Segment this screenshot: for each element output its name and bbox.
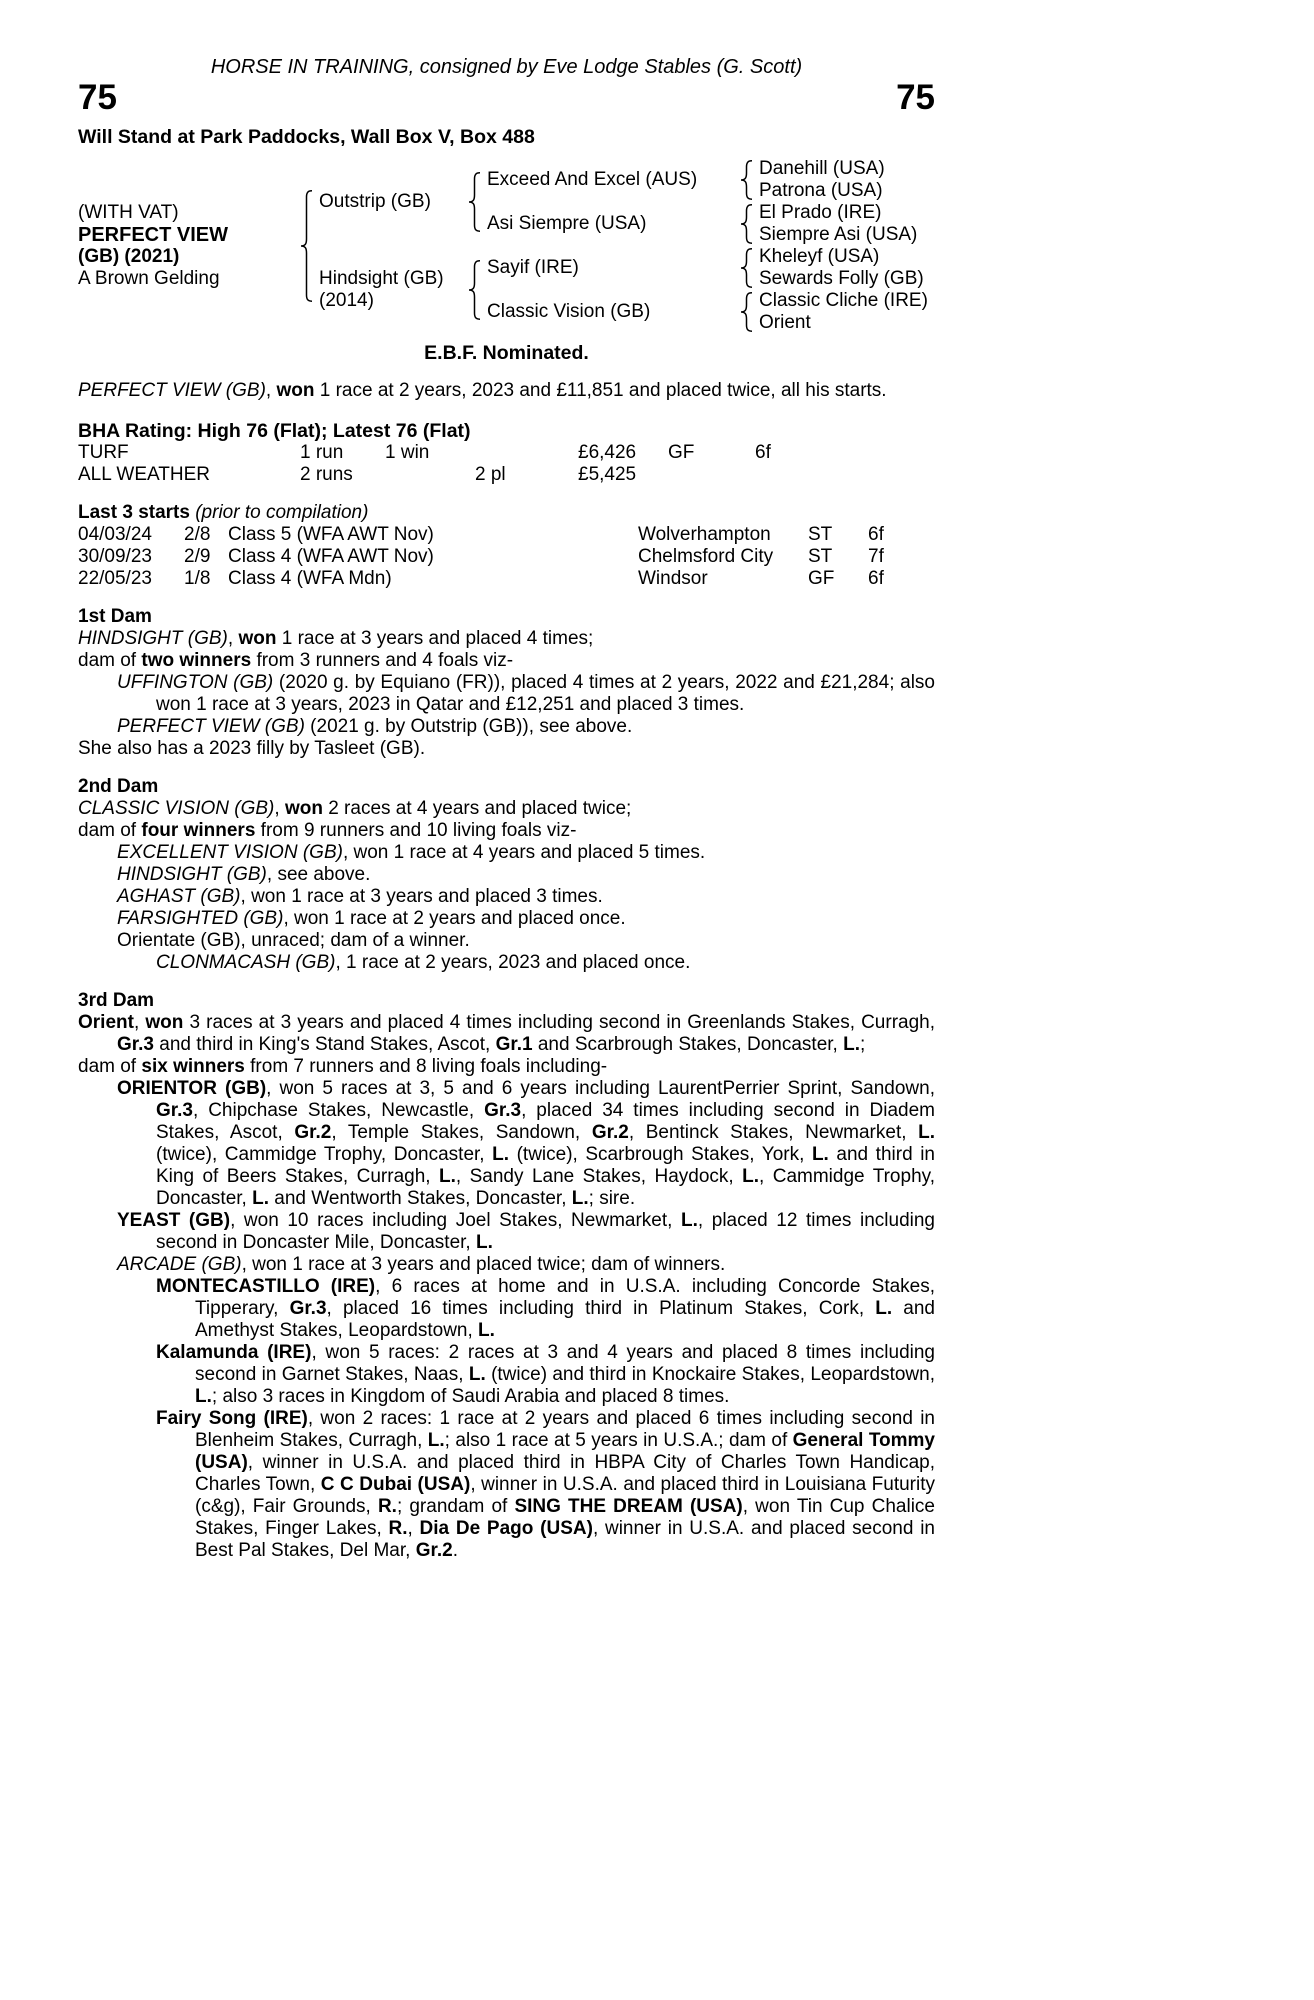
produce-paragraph: CLONMACASH (GB), 1 race at 2 years, 2023 and placed once. (156, 952, 691, 973)
last-starts-table (78, 524, 884, 590)
ebf-nominated-line: E.B.F. Nominated. (424, 342, 589, 364)
produce-paragraph: HINDSIGHT (GB), see above. (117, 864, 371, 885)
last-start-cell-race: Class 5 (WFA AWT Nov) (228, 524, 434, 545)
last-start-cell-position: 2/8 (184, 524, 211, 545)
race-record-cell-distance (755, 464, 771, 486)
race-record-cell-surface: TURF (78, 442, 129, 463)
dam-name: Hindsight (GB) (2014) (319, 246, 461, 334)
produce-paragraph: YEAST (GB), won 10 races including Joel Stakes, Newmarket, L., placed 12 times including second in Doncaster Mile, Doncaster, L. (117, 1210, 935, 1253)
produce-paragraph: Orient, won 3 races at 3 years and placed 4 times including second in Greenlands Stakes, Curragh, Gr.3 and third in King's Stand Stakes, Ascot, Gr.1 and Scarbrough Stakes, Doncaster, L.; (78, 1012, 935, 1055)
last-start-cell-course: Windsor (638, 568, 708, 589)
ancestor-name: Siempre Asi (USA) (759, 224, 918, 245)
last-start-row (78, 546, 884, 568)
race-record-cell-going (668, 464, 755, 486)
pedigree-brace (461, 246, 487, 334)
race-record-cell-distance: 6f (755, 442, 771, 463)
pedigree-brace (733, 158, 759, 202)
pedigree-brace (733, 290, 759, 334)
last-start-row (78, 568, 884, 590)
last-start-cell-date: 22/05/23 (78, 568, 152, 589)
race-record-cell-wins (385, 464, 475, 486)
vat-note: (WITH VAT) (78, 202, 179, 223)
race-record-cell-runs: 1 run (300, 442, 344, 463)
last-start-cell-distance: 6f (868, 568, 884, 589)
race-record-cell-surface: ALL WEATHER (78, 464, 210, 485)
last-start-cell-going: ST (808, 546, 833, 567)
ancestor-name: Kheleyf (USA) (759, 246, 880, 267)
last-start-cell-race: Class 4 (WFA Mdn) (228, 568, 392, 589)
ancestor-name: Patrona (USA) (759, 180, 883, 201)
race-record-cell-places (475, 442, 578, 464)
ancestor-name: Orient (759, 312, 811, 333)
pedigree-brace (733, 246, 759, 290)
race-record-cell-runs: 2 runs (300, 464, 353, 485)
ancestor-name: Danehill (USA) (759, 158, 885, 179)
ancestor-name: Classic Cliche (IRE) (759, 290, 928, 311)
last-start-cell-distance: 6f (868, 524, 884, 545)
horse-info-block (78, 158, 293, 334)
last-starts-title-text: Last 3 starts (78, 502, 190, 523)
dam-sections (78, 606, 935, 1562)
produce-paragraph: EXCELLENT VISION (GB), won 1 race at 4 years and placed 5 times. (117, 842, 706, 863)
produce-paragraph: UFFINGTON (GB) (2020 g. by Equiano (FR)), placed 4 times at 2 years, 2022 and £21,284; also won 1 race at 3 years, 2023 in Qatar and £12,251 and placed 3 times. (117, 672, 935, 715)
ancestor-name: Sewards Folly (GB) (759, 268, 924, 289)
produce-paragraph: FARSIGHTED (GB), won 1 race at 2 years and placed once. (117, 908, 626, 929)
ancestor-name: El Prado (IRE) (759, 202, 882, 223)
horse-name: PERFECT VIEW (78, 224, 229, 246)
dam-heading: 1st Dam (78, 606, 152, 627)
last-start-cell-course: Chelmsford City (638, 546, 774, 567)
produce-paragraph: CLASSIC VISION (GB), won 2 races at 4 years and placed twice; (78, 798, 632, 819)
last-starts-subtitle: (prior to compilation) (195, 502, 369, 523)
race-record-cell-places: 2 pl (475, 464, 506, 485)
race-record-body (78, 442, 771, 486)
produce-paragraph: dam of two winners from 3 runners and 4 foals viz- (78, 650, 514, 671)
lot-number-row (78, 80, 935, 122)
sire-name: Outstrip (GB) (319, 191, 431, 212)
lot-number-right: 75 (896, 78, 935, 117)
last-start-cell-race: Class 4 (WFA AWT Nov) (228, 546, 434, 567)
race-summary: PERFECT VIEW (GB), won 1 race at 2 years, 2023 and £11,851 and placed twice, all his starts. (78, 380, 887, 401)
produce-paragraph: Fairy Song (IRE), won 2 races: 1 race at 2 years and placed 6 times including second in Blenheim Stakes, Curragh, L.; also 1 race at 5 years in U.S.A.; dam of General Tommy (USA), winner in U.S.A. and placed third in HBPA City of Charles Town Handicap, Charles Town, C C Dubai (USA), winner in U.S.A. and placed third in Louisiana Futurity (c&g), Fair Grounds, R.; grandam of SING THE DREAM (USA), won Tin Cup Chalice Stakes, Finger Lakes, R., Dia De Pago (USA), winner in U.S.A. and placed second in Best Pal Stakes, Del Mar, Gr.2. (156, 1408, 936, 1561)
last-starts-block (78, 502, 935, 590)
race-record-cell-going: GF (668, 442, 695, 463)
dam-heading: 2nd Dam (78, 776, 159, 797)
race-record-row (78, 442, 771, 464)
pedigree-brace (461, 158, 487, 246)
last-starts-title (78, 502, 935, 524)
granddam-name: Asi Siempre (USA) (487, 213, 647, 234)
consignor-line: HORSE IN TRAINING, consigned by Eve Lodge Stables (G. Scott) (210, 56, 803, 78)
produce-paragraph: ARCADE (GB), won 1 race at 3 years and placed twice; dam of winners. (117, 1254, 726, 1275)
bha-rating-line: BHA Rating: High 76 (Flat); Latest 76 (Flat) (78, 420, 471, 442)
last-starts-body (78, 524, 884, 590)
produce-paragraph: PERFECT VIEW (GB) (2021 g. by Outstrip (GB)), see above. (117, 716, 633, 737)
page-content (78, 56, 935, 1562)
granddam-name: Classic Vision (GB) (487, 301, 651, 322)
last-start-cell-going: GF (808, 568, 835, 589)
race-record-cell-earnings: £6,426 (578, 442, 637, 463)
last-start-cell-date: 04/03/24 (78, 524, 152, 545)
race-record-table (78, 442, 771, 486)
last-start-row (78, 524, 884, 546)
produce-paragraph: Kalamunda (IRE), won 5 races: 2 races at 3 and 4 years and placed 8 times including second in Garnet Stakes, Naas, L. (twice) and third in Knockaire Stakes, Leopardstown, L.; also 3 races in Kingdom of Saudi Arabia and placed 8 times. (156, 1342, 935, 1407)
produce-paragraph: dam of four winners from 9 runners and 10 living foals viz- (78, 820, 577, 841)
grandsire-name: Exceed And Excel (AUS) (487, 169, 698, 190)
produce-paragraph: She also has a 2023 filly by Tasleet (GB). (78, 738, 426, 759)
last-start-cell-date: 30/09/23 (78, 546, 152, 567)
dam-year: (2014) (319, 290, 374, 311)
last-start-cell-going: ST (808, 524, 833, 545)
grandsire-name: Sayif (IRE) (487, 257, 579, 278)
last-start-cell-position: 2/9 (184, 546, 211, 567)
last-start-cell-course: Wolverhampton (638, 524, 771, 545)
pedigree-brace (293, 158, 319, 334)
stand-location: Will Stand at Park Paddocks, Wall Box V, Box 488 (78, 126, 535, 148)
produce-paragraph: dam of six winners from 7 runners and 8 living foals including- (78, 1056, 608, 1077)
pedigree-table (78, 158, 935, 334)
race-record-cell-wins: 1 win (385, 442, 430, 463)
last-start-cell-position: 1/8 (184, 568, 211, 589)
horse-name-suffix: (GB) (2021) (78, 246, 180, 267)
produce-paragraph: AGHAST (GB), won 1 race at 3 years and placed 3 times. (117, 886, 603, 907)
produce-paragraph: HINDSIGHT (GB), won 1 race at 3 years and placed 4 times; (78, 628, 594, 649)
produce-paragraph: Orientate (GB), unraced; dam of a winner. (117, 930, 470, 951)
dam-heading: 3rd Dam (78, 990, 155, 1011)
lot-number-left: 75 (78, 78, 117, 117)
horse-description: A Brown Gelding (78, 268, 220, 289)
race-record-cell-earnings: £5,425 (578, 464, 637, 485)
produce-paragraph: ORIENTOR (GB), won 5 races at 3, 5 and 6 years including LaurentPerrier Sprint, Sandown, Gr.3, Chipchase Stakes, Newcastle, Gr.3, placed 34 times including second in Diadem Stakes, Ascot, Gr.2, Temple Stakes, Sandown, Gr.2, Bentinck Stakes, Newmarket, L. (twice), Cammidge Trophy, Doncaster, L. (twice), Scarbrough Stakes, York, L. and third in King of Beers Stakes, Curragh, L., Sandy Lane Stakes, Haydock, L., Cammidge Trophy, Doncaster, L. and Wentworth Stakes, Doncaster, L.; sire. (117, 1078, 936, 1209)
produce-paragraph: MONTECASTILLO (IRE), 6 races at home and in U.S.A. including Concorde Stakes, Tipperary, Gr.3, placed 16 times including third in Platinum Stakes, Cork, L. and Amethyst Stakes, Leopardstown, L. (156, 1276, 936, 1341)
race-record-row (78, 464, 771, 486)
last-start-cell-distance: 7f (868, 546, 884, 567)
pedigree-brace (733, 202, 759, 246)
